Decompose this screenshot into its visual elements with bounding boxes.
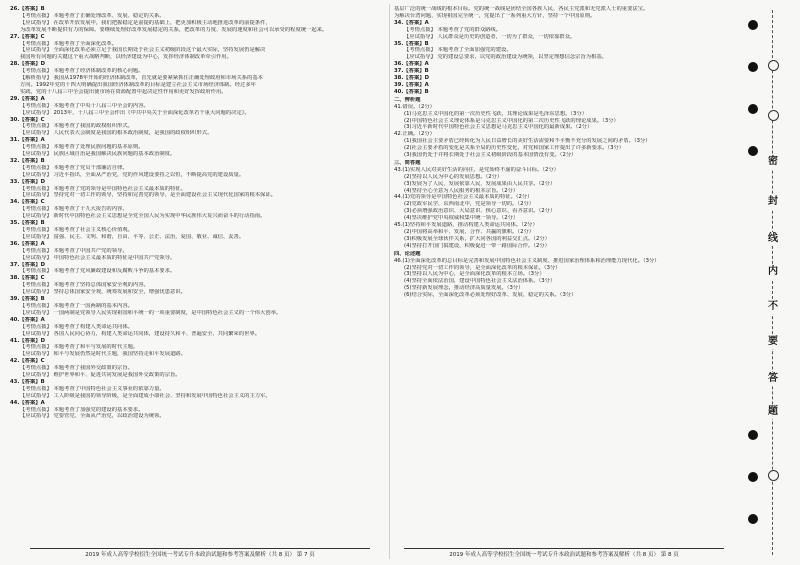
answer-line: 37.【答案】B: [394, 68, 429, 75]
punch-hole-icon: [748, 514, 758, 524]
section-heading: 三、简答题: [394, 159, 421, 166]
section-heading: 四、论述题: [394, 250, 421, 257]
text-line: (3)习近平新时代中国特色社会主义思想是马克思主义中国化的最新成果。（2分）: [404, 124, 593, 131]
text-line: 【考情点拨】 本题考查了党的领导是中国特色社会主义最本质的特征。: [20, 185, 186, 192]
answer-line: 38.【答案】C: [10, 275, 45, 282]
binding-char: 内: [768, 266, 778, 277]
text-line: 【应试指导】 在改革开放发展中，我们把握稳定是前提的基础上，把更加积极主动地推进改革的前提条件，: [20, 19, 271, 26]
text-line: 41.错误。（2分）: [394, 103, 435, 110]
answer-line: 27.【答案】C: [10, 33, 45, 40]
text-line: 【应试指导】 人民代表大会制度是我国的根本政治制度，是我国的政权组织形式。: [20, 130, 213, 137]
text-line: (4)坚持全面依法治国，建设中国特色社会主义法治体系。（3分）: [404, 278, 556, 285]
text-line: 【考情点拨】 本题考查了十九大报告的内容。: [20, 206, 128, 213]
text-line: 【应试指导】 中国特色社会主义最本质的特征是中国共产党领导。: [20, 254, 176, 261]
text-line: 为改革发展不断提供有力的保障。要继续处理好改革发展稳定的关系，把改革的力度、发展的速度和社会可以承受的程度统一起来。: [20, 26, 328, 33]
text-line: (2)党政军民学，东西南北中，党是领导一切的。（2分）: [404, 201, 535, 208]
circle-mark-icon: [768, 60, 779, 71]
answer-line: 42.【答案】C: [10, 358, 45, 365]
text-line: 【考情点拨】 本题考查了坚持总体国家安全观的内容。: [20, 282, 149, 289]
text-line: 【考情点拨】 本题考查了党员干部廉洁自律。: [20, 164, 128, 171]
binding-char: 封: [768, 196, 778, 207]
text-line: (3)坚持以人民为中心，是全面深化改革的根本立场。（3分）: [404, 271, 545, 278]
text-line: (4)坚持打开国门搞建设，积极促进一带一路国际合作。（2分）: [404, 242, 550, 249]
text-line: 43.(1)实现人民对美好生活的向往，是党始终不渝的奋斗目标。（2分）: [394, 166, 559, 173]
answer-line: 43.【答案】B: [10, 378, 45, 385]
answer-line: 36.【答案】A: [10, 240, 45, 247]
text-line: 44.(1)党的领导是中国特色社会主义最本质的特征。（2分）: [394, 194, 533, 201]
answer-line: 37.【答案】D: [10, 261, 45, 268]
answer-line: 29.【答案】A: [10, 95, 45, 102]
text-line: (6)结合实际，全面深化改革必须处理好改革、发展、稳定的关系。（3分）: [404, 292, 577, 299]
binding-char: 密: [768, 156, 778, 167]
text-line: (3)发展为了人民、发展依靠人民、发展成果由人民共享。（2分）: [404, 180, 556, 187]
text-line: 【考情点拨】 本题考查了全面加强党的建设。: [404, 47, 512, 54]
text-line: 【应试指导】 维护世界和平、促进共同发展是我国外交政策的宗旨。: [20, 372, 181, 379]
answer-line: 31.【答案】A: [10, 137, 45, 144]
text-line: 为解决台湾问题、实现祖国完全统一，党提出了一系列重大方针，坚持一个中国原则。: [394, 12, 596, 19]
text-line: 【应试指导】 坚持总体国家安全观，统筹发展和安全，增强忧患意识。: [20, 289, 186, 296]
answer-line: 28.【答案】D: [10, 61, 45, 68]
binding-char: 要: [768, 336, 778, 347]
punch-hole-icon: [748, 472, 758, 482]
answer-line: 39.【答案】A: [394, 81, 429, 88]
text-line: 【应试指导】 一国两制是党领导人民实现祖国和平统一的一项重要制度，是中国特色社会主义的一个伟大创举。: [20, 309, 282, 316]
text-line: 【应试指导】 全面深化改革必须立足于我国长期处于社会主义初级阶段这个最大实际，坚持发展仍是解决: [20, 47, 266, 54]
binding-char: 题: [768, 406, 778, 417]
text-line: 【应试指导】 新时代中国特色社会主义思想是全党全国人民为实现中华民族伟大复兴而奋斗的行动指南。: [20, 213, 266, 220]
text-line: 45.(1)坚持和平发展道路，推动构建人类命运共同体。（2分）: [394, 222, 538, 229]
punch-hole-icon: [748, 20, 758, 30]
text-line: 【应试指导】 党要管党、全面从严治党，以政治建设为统领。: [20, 413, 165, 420]
punch-hole-icon: [748, 146, 758, 156]
answer-line: 34.【答案】A: [394, 19, 429, 26]
answer-line: 35.【答案】B: [10, 220, 45, 227]
text-line: 实践，党的十八届三中全会提出使市场在资源配置中起决定性作用和更好发挥政府作用。: [20, 88, 227, 95]
punch-hole-icon: [748, 62, 758, 72]
text-line: 【考情点拨】 本题考查了社会主义核心价值观。: [20, 227, 133, 233]
text-line: 【应试指导】 坚持党对一切工作的领导，坚持和完善党的领导，是全面建设社会主义现代化国家的根本保证。: [20, 192, 276, 199]
text-line: 【考情点拨】 本题考查了经济体制改革的核心问题。: [20, 68, 144, 75]
answer-line: 26.【答案】B: [10, 6, 45, 12]
answer-line: 36.【答案】A: [394, 61, 429, 68]
answer-line: 30.【答案】C: [10, 116, 45, 123]
binding-char: 答: [768, 373, 778, 384]
punch-hole-icon: [748, 430, 758, 440]
text-line: (2)社会主要矛盾的变化是关系全局的历史性变化，对党和国家工作提出了许多新要求。（3分）: [404, 145, 625, 152]
text-line: 【考情点拨】 本题考查了正确处理改革、发展、稳定的关系。: [20, 12, 165, 19]
binding-margin: [744, 0, 794, 565]
text-line: 【考情点拨】 本题考查了党的群众路线。: [404, 26, 502, 33]
text-line: (3)积极发展全球伙伴关系，扩大同各国的利益交汇点。（2分）: [404, 235, 550, 242]
circle-mark-icon: [768, 470, 779, 481]
answer-line: 35.【答案】B: [394, 40, 429, 47]
text-line: 【考情点拨】 本题考查了一国两制的基本内容。: [20, 302, 133, 309]
text-line: (3)我国仍处于并将长期处于社会主义初级阶段的基本国情没有变。（2分）: [404, 152, 577, 159]
text-line: 【应试指导】 党的建设总要求，以党的政治建设为统领，以坚定理想信念宗旨为根基。: [404, 54, 607, 61]
text-line: 【考情点拨】 本题考查了中国共产党的领导。: [20, 247, 128, 254]
text-line: 【应试指导】 和平与发展仍然是时代主题，我国坚持走和平发展道路。: [20, 351, 186, 358]
text-line: 【应试指导】 习近平指出，全面从严治党，党的作风建设要持之以恒，不断提高党的建设质量。: [20, 171, 245, 178]
text-line: 【应试指导】 民族区域自治是我国解决民族问题的基本政治制度。: [20, 151, 176, 158]
right-page: [394, 6, 740, 547]
text-line: (4)坚持全心全意为人民服务的根本宗旨。（2分）: [404, 187, 519, 194]
answer-line: 32.【答案】B: [10, 157, 45, 164]
text-line: 我国所有问题的关键这个重大战略判断，以经济建设为中心，发挥经济体制改革牵引作用。: [20, 54, 232, 61]
text-line: (1)我国社会主要矛盾已经转化为人民日益增长的美好生活需要和不平衡不充分的发展之间的矛盾。（3分）: [404, 138, 651, 145]
section-heading: 二、辨析题: [394, 96, 421, 103]
text-line: (4)坚决维护党中央权威和集中统一领导。（2分）: [404, 215, 519, 222]
text-line: 【应试指导】 人民群众是历史的创造者，一切为了群众，一切依靠群众。: [404, 33, 576, 40]
text-line: 方向。1992年党的十四大明确提出我国经济体制改革的目标是建立社会主义市场经济体制。经过多年: [20, 81, 256, 88]
text-line: (2)中国特色社会主义理论体系是马克思主义中国化的第二次历史性飞跃的理论成果。（3分）: [404, 117, 619, 124]
text-line: (2)中国将高举和平、发展、合作、共赢的旗帜。（2分）: [404, 229, 535, 235]
text-line: 【考情点拨】 本题考查了我国的政权组织形式。: [20, 123, 133, 130]
answer-line: 44.【答案】A: [10, 399, 45, 406]
answer-line: 38.【答案】D: [394, 75, 429, 82]
answer-line: 34.【答案】C: [10, 199, 45, 206]
text-line: 【考情点拨】 本题考查了我国外交政策的宗旨。: [20, 365, 133, 372]
text-line: (5)坚持新发展理念，推动经济高质量发展。（3分）: [404, 285, 524, 292]
text-line: 【考情点拨】 本题考查了中央十八届三中全会的内容。: [20, 102, 149, 109]
text-line: (2)坚持党对一切工作的领导，是全面深化改革的根本保证。（3分）: [404, 264, 561, 271]
right-page-footer: 2019 年成人高等学校招生全国统一考试专升本政治试题和参考答案及解析（共 8 页） 第 8 页: [404, 548, 724, 561]
text-line: 【应试指导】 各国人民同心协力，构建人类命运共同体，建设持久和平、普遍安全、共同繁荣的世界。: [20, 330, 261, 337]
text-line: (1)马克思主义中国化的第一次历史性飞跃，其理论成果是毛泽东思想。（3分）: [404, 110, 588, 117]
text-line: 【应试指导】 工人阶级是我国的领导阶级，是全面建成小康社会、坚持和发展中国特色社会主义的主力军。: [20, 392, 271, 399]
text-line: 【应试指导】 富强、民主、文明、和谐，自由、平等、公正、法治，爱国、敬业、诚信、友善。: [20, 233, 245, 240]
answer-line: 33.【答案】D: [10, 178, 45, 185]
answer-line: 39.【答案】B: [10, 296, 45, 303]
text-line: 【考情点拨】 本题考查了构建人类命运共同体。: [20, 323, 133, 330]
answer-line: 40.【答案】B: [394, 88, 429, 95]
text-line: (2)坚持以人民为中心的发展思想。（2分）: [404, 173, 503, 180]
text-line: 【解析指导】 我国从1978年开始的经济体制改革，首先就是要紧紧抓住正确处理政府和市场关系的基本: [20, 75, 263, 82]
page-divider: [389, 4, 390, 559]
text-line: 【应试指导】 2013年，十八届三中全会作出《中共中央关于全面深化改革若干重大问题的决定》。: [20, 109, 250, 116]
text-line: 46.(1)全面深化改革的总目标是完善和发展中国特色社会主义制度、推进国家治理体系和治理能力现代化。（3分）: [394, 257, 660, 264]
text-line: 【考情点拨】 本题考查了党风廉政建设和反腐败斗争的基本要求。: [20, 268, 176, 275]
left-page-footer: 2019 年成人高等学校招生全国统一考试专升本政治试题和参考答案及解析（共 8 页） 第 7 页: [30, 548, 370, 561]
punch-hole-icon: [748, 104, 758, 114]
text-line: 【考情点拨】 本题考查了中国特色社会主义事业的依靠力量。: [20, 385, 165, 392]
left-page: [10, 6, 386, 547]
text-line: 【考情点拨】 本题考查了处理民族问题的基本原则。: [20, 144, 144, 151]
answer-line: 40.【答案】A: [10, 316, 45, 323]
binding-char: 不: [768, 301, 778, 312]
text-line: (3)必须增强政治意识、大局意识、核心意识、看齐意识。（2分）: [404, 208, 556, 215]
binding-char: 线: [768, 233, 778, 244]
text-line: 【考情点拨】 本题考查了加强党的建设的基本要求。: [20, 406, 144, 413]
text-line: 基层广泛的统一战线的根本目标。党的统一战线是团结全国各族人民、各民主党派和无党派人士的重要法宝。: [394, 6, 649, 12]
text-line: 【考情点拨】 本题考查了全面深化改革。: [20, 40, 118, 47]
circle-mark-icon: [768, 110, 779, 121]
answer-line: 41.【答案】D: [10, 337, 45, 344]
text-line: 【考情点拨】 本题考查了和平与发展的时代主题。: [20, 344, 139, 351]
text-line: 42.正确。（2分）: [394, 131, 435, 138]
